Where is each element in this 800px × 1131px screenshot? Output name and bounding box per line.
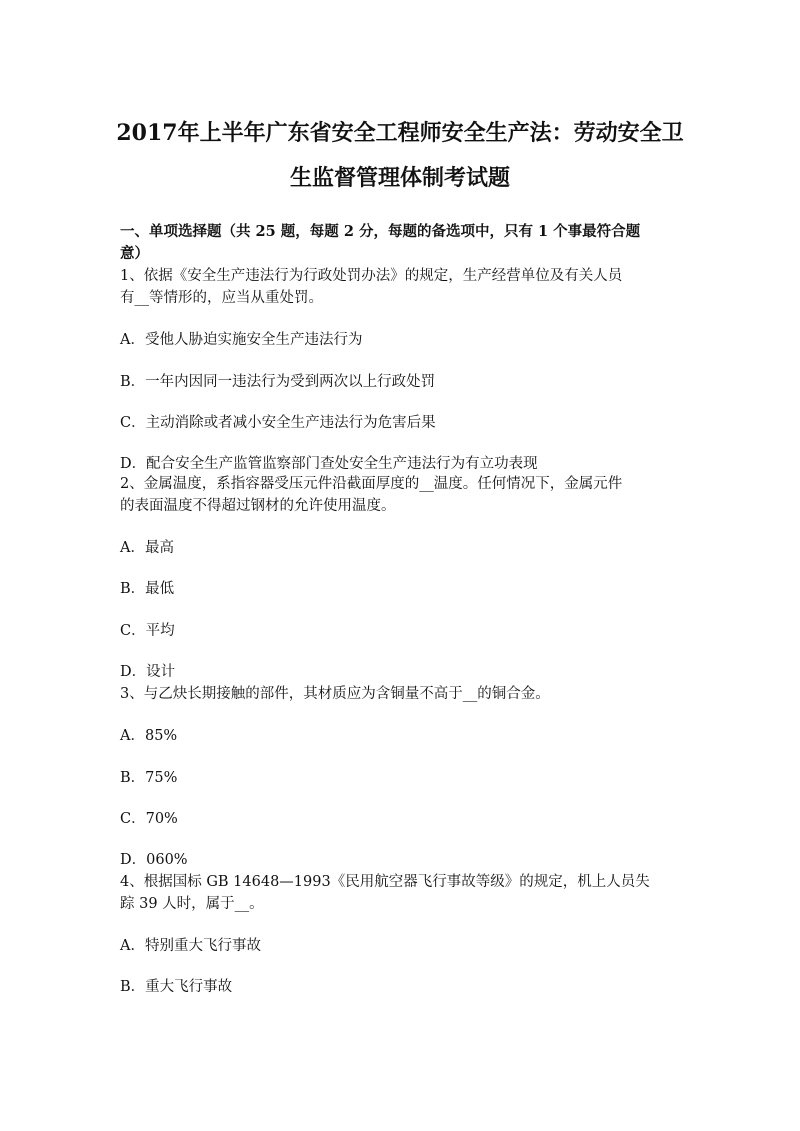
question-2-option-c: C．平均 [120,623,175,639]
question-4-stem: 4、根据国标 GB 14648—1993《民用航空器飞行事故等级》的规定，机上人员失 [120,874,650,890]
question-3-stem: 3、与乙炔长期接触的部件，其材质应为含铜量不高于__的铜合金。 [120,686,550,702]
question-1-stem-continued: 有__等情形的，应当从重处罚。 [120,290,323,306]
question-1-option-c: C．主动消除或者减小安全生产违法行为危害后果 [120,415,436,431]
question-3-option-c: C．70% [120,811,178,827]
question-1-option-d: D．配合安全生产监管监察部门查处安全生产违法行为有立功表现 [120,456,538,472]
document-title-line-1: 2017年上半年广东省安全工程师安全生产法：劳动安全卫 [116,120,684,146]
question-1-option-b: B．一年内因同一违法行为受到两次以上行政处罚 [120,374,436,390]
question-4-stem-continued: 踪 39 人时，属于__。 [120,896,264,912]
question-3-option-a: A．85% [120,728,178,744]
question-1-stem: 1、依据《安全生产违法行为行政处罚办法》的规定，生产经营单位及有关人员 [120,268,623,284]
question-2-option-d: D．设计 [120,664,176,680]
question-2-stem-continued: 的表面温度不得超过钢材的允许使用温度。 [120,498,396,514]
question-3-option-b: B．75% [120,770,178,786]
question-3-option-d: D．060% [120,852,188,868]
question-4-option-b: B．重大飞行事故 [120,979,233,995]
question-2-option-b: B．最低 [120,581,175,597]
section-heading: 一、单项选择题（共 25 题，每题 2 分，每题的备选项中，只有 1 个事最符合题 [120,223,641,240]
section-heading-continued: 意） [120,245,149,262]
question-1-option-a: A．受他人胁迫实施安全生产违法行为 [120,332,363,348]
question-4-option-a: A．特别重大飞行事故 [120,938,261,954]
question-2-option-a: A．最高 [120,540,174,556]
question-2-stem: 2、金属温度，系指容器受压元件沿截面厚度的__温度。任何情况下，金属元件 [120,476,623,492]
document-title-line-2: 生监督管理体制考试题 [289,165,510,191]
